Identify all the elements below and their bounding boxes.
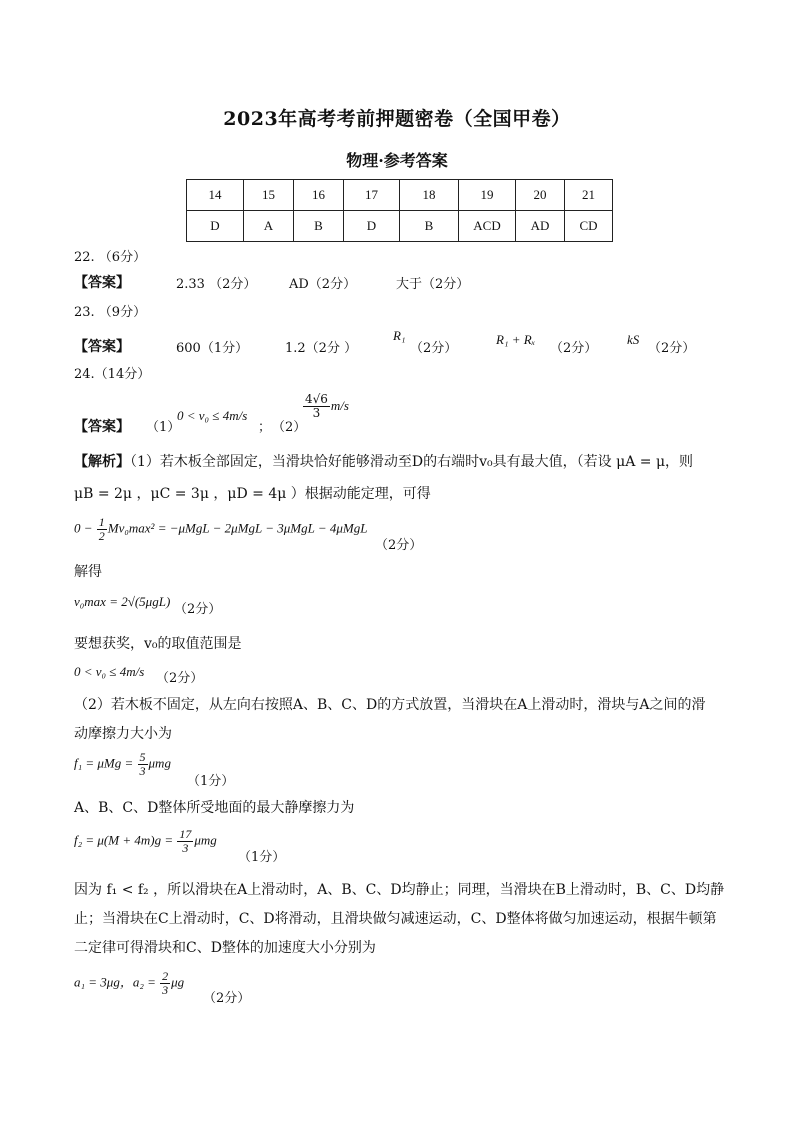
eq-part: μg — [171, 974, 185, 990]
page-subtitle: 物理·参考答案 — [346, 151, 448, 170]
answer-row — [187, 211, 613, 242]
question-number-row — [187, 180, 613, 211]
fraction — [138, 751, 148, 778]
table-cell: 19 — [459, 180, 516, 211]
q24-header: 24.（14分） — [74, 367, 151, 382]
eq-part: Mv₀max² = −μMgL − 2μMgL − 3μMgL − 4μMgL — [107, 520, 368, 536]
q24-part1-expr: 0 < v₀ ≤ 4m/s — [177, 408, 248, 423]
q24-separator: ； — [258, 420, 272, 435]
equation-f2 — [74, 828, 217, 855]
q23-answer-1: 600（1分） — [176, 341, 249, 356]
answer-table — [186, 179, 613, 242]
equation-range: 0 < v₀ ≤ 4m/s — [74, 664, 145, 679]
q23-answer-label: 【答案】 — [74, 339, 130, 355]
table-cell: D — [187, 211, 244, 242]
q24-part1-label: （1） — [146, 420, 181, 435]
equation-vmax-score: （2分） — [174, 602, 222, 617]
table-cell: B — [400, 211, 459, 242]
eq-part: μmg — [148, 755, 171, 771]
table-cell: D — [344, 211, 400, 242]
equation-f1-score: （1分） — [187, 774, 235, 789]
q23-answer-4-expr: R₁ + Rₓ — [496, 332, 536, 347]
eq-part: 0 − — [74, 520, 93, 536]
q22-answer-2: AD（2分） — [289, 277, 357, 292]
fraction-numerator: 17 — [179, 827, 192, 841]
range-text: 要想获奖，v₀的取值范围是 — [74, 636, 242, 652]
q23-answer-5-expr: kS — [627, 332, 640, 347]
eq-part: μmg — [194, 832, 217, 848]
equation-energy-score: （2分） — [375, 538, 423, 553]
eq-part: ， — [119, 974, 133, 990]
table-cell: B — [294, 211, 344, 242]
equation-vmax: v₀max = 2√(5μgL) — [74, 594, 171, 609]
equation-energy — [74, 516, 367, 543]
part2-text-line-2: 动摩擦力大小为 — [74, 726, 172, 742]
equation-accelerations-score: （2分） — [203, 991, 251, 1006]
because-line-3: 二定律可得滑块和C、D整体的加速度大小分别为 — [74, 940, 376, 956]
equation-f2-score: （1分） — [238, 850, 286, 865]
table-cell: AD — [516, 211, 565, 242]
q23-answer-4-score: （2分） — [550, 341, 598, 356]
fraction — [160, 970, 170, 997]
table-cell: 20 — [516, 180, 565, 211]
table-cell: CD — [565, 211, 613, 242]
fraction — [97, 516, 107, 543]
analysis-text: （1）若木板全部固定，当滑块恰好能够滑动至D的右端时v₀具有最大值，（若设 μA = μ，则 — [130, 454, 694, 470]
because-line-2: 止；当滑块在C上滑动时，C、D将滑动，且滑块做匀减速运动，C、D整体将做匀加速运动，根据牛顿第 — [74, 911, 717, 927]
q23-answer-3-expr: R₁ — [393, 328, 406, 343]
equation-f1 — [74, 751, 171, 778]
fraction-denominator: 3 — [312, 406, 321, 421]
q23-answer-5-score: （2分） — [648, 341, 696, 356]
analysis-line-2: μB = 2μ ，μC = 3μ ，μD = 4μ ）根据动能定理，可得 — [74, 486, 431, 502]
eq-part: f₂ = μ(M + 4m)g = — [74, 832, 174, 848]
fraction-numerator: 1 — [98, 515, 105, 529]
fraction-denominator: 2 — [98, 529, 105, 544]
fraction — [177, 828, 193, 855]
unit: m/s — [330, 398, 349, 414]
table-cell: 21 — [565, 180, 613, 211]
analysis-label: 【解析】 — [74, 454, 130, 470]
fraction-denominator: 3 — [162, 983, 169, 998]
table-cell: A — [244, 211, 294, 242]
q23-answer-2: 1.2（2分 ） — [285, 341, 358, 356]
table-cell: ACD — [459, 211, 516, 242]
q24-part2-value — [302, 393, 349, 420]
table-cell: 14 — [187, 180, 244, 211]
fraction — [303, 393, 330, 420]
q22-answer-label: 【答案】 — [74, 275, 130, 291]
q24-answer-label: 【答案】 — [74, 419, 130, 435]
q23-answer-3-score: （2分） — [410, 341, 458, 356]
table-cell: 15 — [244, 180, 294, 211]
page-title: 2023年高考考前押题密卷（全国甲卷） — [223, 108, 571, 130]
q23-header: 23. （9分） — [74, 305, 147, 320]
table-cell: 18 — [400, 180, 459, 211]
table-cell: 17 — [344, 180, 400, 211]
fraction-denominator: 3 — [139, 764, 146, 779]
because-line-1: 因为 f₁ < f₂ ，所以滑块在A上滑动时，A、B、C、D均静止；同理，当滑块在B上滑动时，B、C、D均静 — [74, 882, 725, 898]
static-friction-text: A、B、C、D整体所受地面的最大静摩擦力为 — [74, 800, 355, 816]
analysis-line-1 — [74, 451, 693, 471]
fraction-numerator: 5 — [139, 750, 146, 764]
fraction-numerator: 4√6 — [305, 392, 328, 406]
table-cell: 16 — [294, 180, 344, 211]
eq-part: a₂ = — [132, 974, 156, 990]
equation-range-score: （2分） — [156, 671, 204, 686]
q22-answer-1: 2.33 （2分） — [176, 277, 257, 292]
q24-part2-label: （2） — [272, 420, 307, 435]
q22-answer-3: 大于（2分） — [396, 277, 470, 292]
part2-text-line-1: （2）若木板不固定，从左向右按照A、B、C、D的方式放置，当滑块在A上滑动时，滑块与A之间的滑 — [74, 697, 706, 713]
fraction-denominator: 3 — [182, 841, 189, 856]
fraction-numerator: 2 — [162, 969, 169, 983]
q22-header: 22. （6分） — [74, 250, 147, 265]
solve-word: 解得 — [74, 564, 102, 580]
eq-part: a₁ = 3μg — [74, 974, 120, 990]
equation-accelerations — [74, 970, 184, 997]
eq-part: f₁ = μMg = — [74, 755, 134, 771]
